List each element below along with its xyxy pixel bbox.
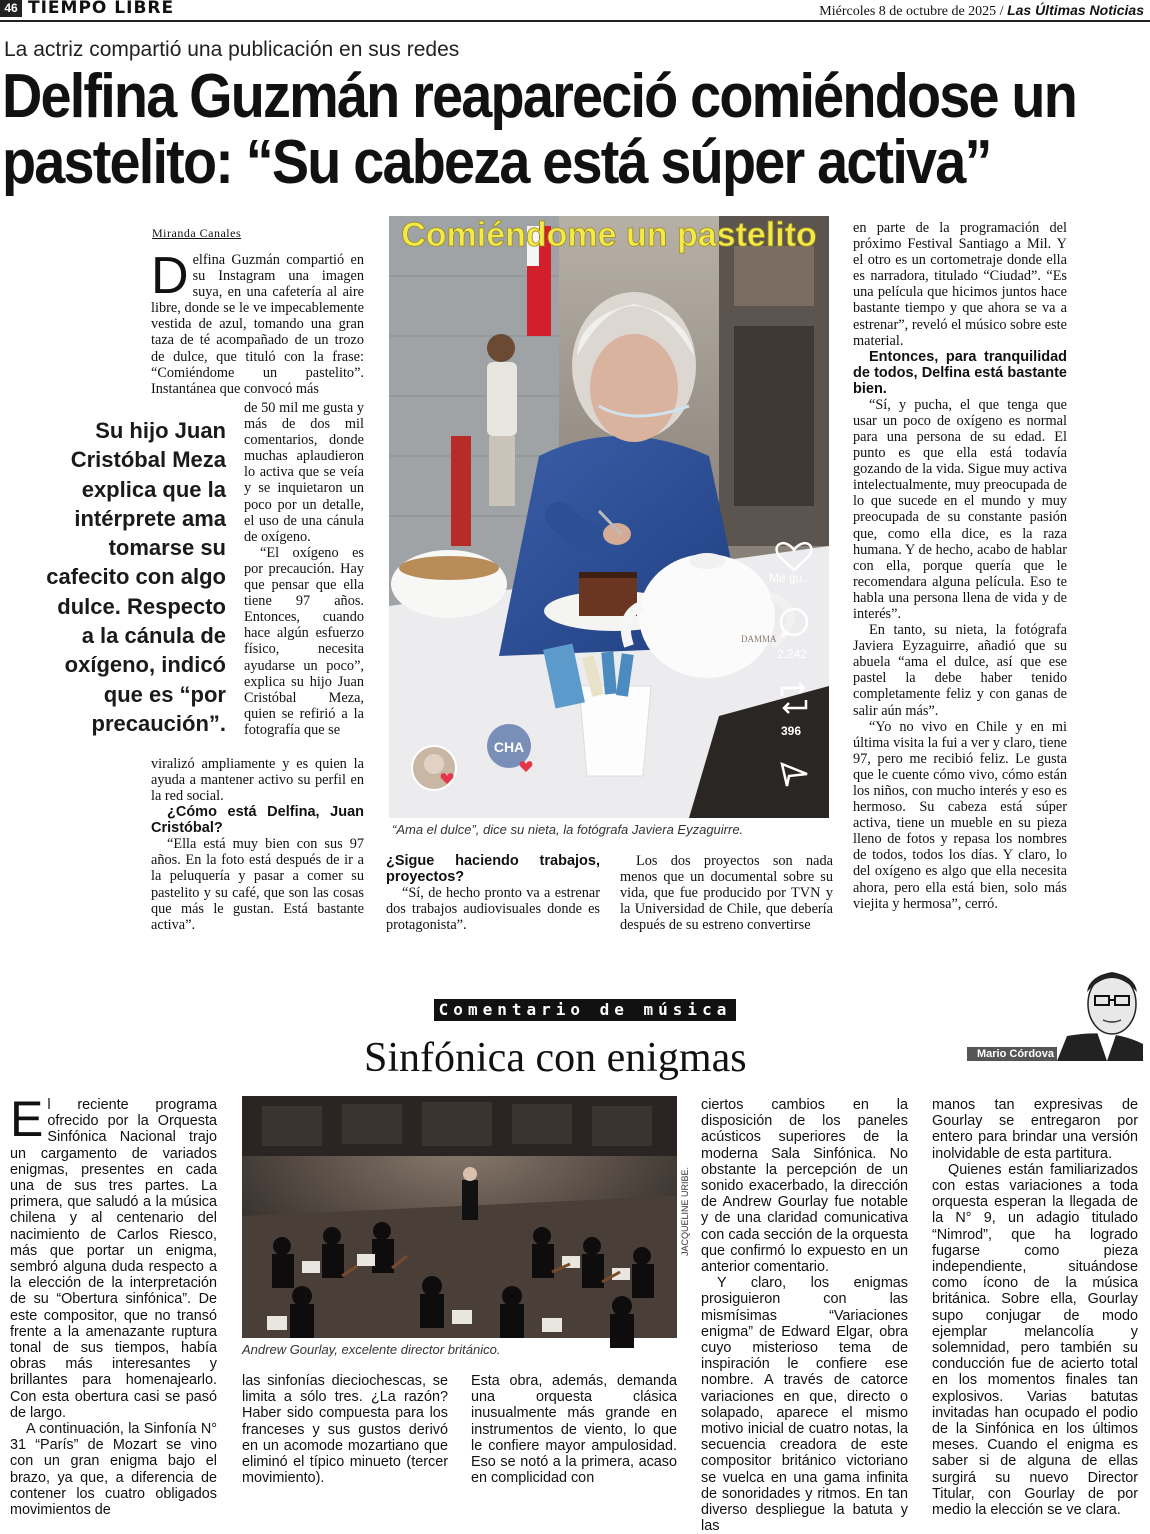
paragraph: “El oxígeno es por precaución. Hay que pensar que ella tiene 97 años. Entonces, cuando hace algún esfuerzo físico, necesita ayudarse un poco”, explica su hijo Juan Cristóbal Meza, quien se refirió a la fotografía que se — [244, 544, 364, 738]
paragraph: Y claro, los enigmas prosiguieron con las mismísimas “Variaciones enigma” de Edward Elgar, obra cuyo misterioso tema de inspiración le confiere ese nombre. A través de catorce variaciones en que, directo o solapado, aparece el mismo motivo inicial de cuatro notas, la secuencia creadora de este compositor británico victoriano se vuelca en una gama infinita de sonoridades y ritmos. En tan diverso despliegue la batuta y las — [701, 1275, 908, 1534]
byline: Miranda Canales — [152, 226, 242, 240]
shares-count: 396 — [781, 724, 802, 738]
section-title: TIEMPO LIBRE — [28, 0, 175, 18]
photo-caption-2: Andrew Gourlay, excelente director británico. — [242, 1342, 501, 1357]
paragraph: “Ella está muy bien con sus 97 años. En la foto está después de ir a la peluquería y pasar a comer su pastelito y su café, que son las cosas que más le gustan. Está bastante activa”. — [151, 836, 364, 933]
article-column-2 — [386, 853, 600, 933]
orchestra-illustration — [242, 1096, 677, 1338]
paragraph: A continuación, la Sinfonía N° 31 “París” de Mozart se vino con un gran enigma bajo el brazo, ya que, a diferencia de contener los cuatro obligados movimientos de — [10, 1421, 217, 1519]
paragraph: elfina Guzmán compartió en su Instagram una imagen suya, en una cafetería al aire libre, donde se le ve impecablemente vestida de azul, tomando una gran taza de té acompañado de un trozo de dulce, que tituló con la frase: “Comiéndome un pastelito”. Instantánea que convocó más — [151, 252, 364, 397]
pull-quote: Su hijo Juan Cristóbal Meza explica que la intérprete ama tomarse su cafecito con algo dulce. Respecto a la cánula de oxígeno, indicó que es “por precaución”. — [46, 418, 226, 736]
article-column-1 — [151, 247, 364, 397]
paragraph: “Sí, de hecho pronto va a estrenar dos trabajos audiovisuales donde es protagonista”. — [386, 885, 600, 934]
article-column-1-bottom — [151, 756, 364, 933]
issue-date: Miércoles 8 de octubre de 2025 — [819, 4, 997, 19]
orchestra-photo — [242, 1096, 677, 1338]
music-column-3 — [471, 1373, 677, 1486]
music-column-1 — [10, 1091, 217, 1519]
paragraph: l reciente programa ofrecido por la Orquesta Sinfónica Nacional trajo un cargamento de variados enigmas, presentes en cada una de sus tres partes. La primera, que saludó a la música chilena y al centenario del nacimiento de Carlos Riesco, más que portar un enigma, sembró alguna duda respecto a la elección de la interpretación de su “Obertura sinfónica”. De este compositor, que no transó frente a la amenazante ruptura tonal de sus tiempos, había obras más interesantes y brillantes para homenajearlo. Con esta obertura casi se pasó de largo. — [10, 1097, 217, 1421]
paragraph: En tanto, su nieta, la fotógrafa Javiera Eyzaguirre, añadió que su abuela “ama el dulce, así que ese pastel la debe haber tenido completamente feliz y con ganas de salir aún más”. — [853, 622, 1067, 719]
music-column-4 — [701, 1097, 908, 1534]
cafe-photo-illustration — [389, 216, 829, 818]
drop-cap: E — [10, 1091, 44, 1147]
paragraph: las sinfonías dieciochescas, se limita a sólo tres. ¿La razón? Haber sido compuesta para los franceses y sus gustos derivó en un acomode mozartiano que eliminó el típico minueto (tercer movimiento). — [242, 1373, 448, 1487]
photo-overlay-title: Comiéndome un pastelito — [401, 216, 817, 254]
music-column-2 — [242, 1373, 448, 1486]
paragraph: manos tan expresivas de Gourlay se entregaron por entero para brindar una versión inolvidable de esta partitura. — [932, 1097, 1138, 1162]
paragraph: Quienes están familiarizados con estas variaciones a toda orquesta esperan la llegada de la N° 9, un adagio titulado “Nimrod”, que ha logrado fugarse como pieza independiente, situándose como ícono de la música británica. Sobre ella, Gourlay supo conjugar de modo ejemplar melancolía y solemnidad, pero también su conducción fue de acierto total en los momentos finales tan explosivos. Varias batutas invitadas han ocupado el podio de la Sinfónica en los últimos meses. Cuando el enigma es saber si de alguna de ellas surgirá su nuevo Director Titular, con Gourlay de por medio la elección se ve clara. — [932, 1161, 1138, 1519]
interview-question: ¿Cómo está Delfina, Juan Cristóbal? — [151, 804, 364, 837]
dateline-separator: / — [996, 4, 1008, 19]
header-rule — [0, 20, 1150, 22]
dateline — [819, 2, 1144, 20]
paragraph: Los dos proyectos son nada menos que un documental sobre su vida, que fue producido por TVN y la Universidad de Chile, que debería después de su estreno convertirse — [620, 853, 833, 934]
column-tag: Comentario de música — [434, 999, 736, 1021]
avatar[interactable] — [412, 746, 456, 790]
author-name: Mario Córdova — [967, 1047, 1057, 1061]
headline-line-1: Delfina Guzmán reapareció comiéndose un — [2, 62, 1077, 131]
paragraph: de 50 mil me gusta y más de dos mil comentarios, donde muchas aplaudieron lo activa que se veía y se inquietaron un poco por un detalle, el uso de una cánula de oxígeno. — [244, 400, 364, 545]
article-headline — [2, 62, 1077, 197]
newspaper-name: Las Últimas Noticias — [1007, 2, 1144, 18]
paragraph: ciertos cambios en la disposición de los paneles acústicos superiores de la moderna Sala Sinfónica. No obstante la percepción de un sonido exacerbado, la dirección de Andrew Gourlay fue notable y de una claridad comunicativa con cada sección de la orquesta que confirmó lo expuesto en un anterior comentario. — [701, 1097, 908, 1276]
article-kicker: La actriz compartió una publicación en sus redes — [4, 38, 460, 61]
interview-question: Entonces, para tranquilidad de todos, Delfina está bastante bien. — [853, 348, 1067, 397]
drop-cap: D — [151, 247, 189, 305]
article-2-title: Sinfónica con enigmas — [364, 1035, 747, 1081]
headline-line-2: pastelito: “Su cabeza está súper activa” — [2, 128, 991, 197]
teapot-brand: DAMMA — [741, 634, 777, 644]
paragraph: viralizó ampliamente y es quien la ayuda a mantener activo su perfil en la red social. — [151, 756, 364, 805]
paragraph: “Sí, y pucha, el que tenga que usar un poco de oxígeno es normal para una persona de su edad. El punto es que ella está todavía gozando de la vida. Sigue muy activa intelectualmente, muy preocupada de lo que sucede en el mundo y muy preocupada de su constante pasión que, como ella dice, es la raza humana. Y de hecho, acabo de hablar con ella, porque quería que le recomendara alguna película. Eso te habla una persona llena de vida y de interés”. — [853, 396, 1067, 622]
paragraph: “Yo no vivo en Chile y en mi última visita la fui a ver y claro, tiene 97, pero me recibió feliz. Le gusta que le cuente cómo vivo, cómo están los niños, con mucho interés y eso es hermoso. Su cabeza está súper activa, tiene un mueble en su pieza lleno de fotos y repasa los nombres de todos, todos los días. Y claro, lo del oxígeno es algo que ella necesita ahora, pero ella está bien, solo más viejita y hermosa”, cerró. — [853, 718, 1067, 912]
article-column-3 — [620, 853, 833, 933]
paragraph: en parte de la programación del próximo Festival Santiago a Mil. Y el otro es un cortometraje donde ella es narradora, titulado “Ciudad”. “Es una película que hicimos juntos hace bastante tiempo y que ahora se va a estrenar”, reveló el músico sobre este material. — [853, 220, 1067, 349]
page-number: 46 — [0, 0, 22, 17]
paragraph: Esta obra, además, demanda una orquesta clásica inusualmente más grande en instrumentos de viento, lo que le confiere mayor ampulosidad. Eso se notó a la primera, acaso en complicidad con — [471, 1373, 677, 1487]
comments-count: 2,242 — [777, 647, 808, 661]
cha-badge-label: CHA — [493, 739, 525, 755]
photo-credit: JACQUELINE URIBE. — [680, 1166, 690, 1256]
photo-caption: “Ama el dulce”, dice su nieta, la fotógrafa Javiera Eyzaguirre. — [392, 822, 744, 837]
article-column-4 — [853, 220, 1067, 912]
interview-question: ¿Sigue haciendo trabajos, proyectos? — [386, 853, 600, 885]
likes-label: Me gu... — [769, 571, 813, 585]
music-column-5 — [932, 1097, 1138, 1518]
article-column-1-narrow — [244, 400, 364, 738]
article-photo — [389, 216, 829, 818]
